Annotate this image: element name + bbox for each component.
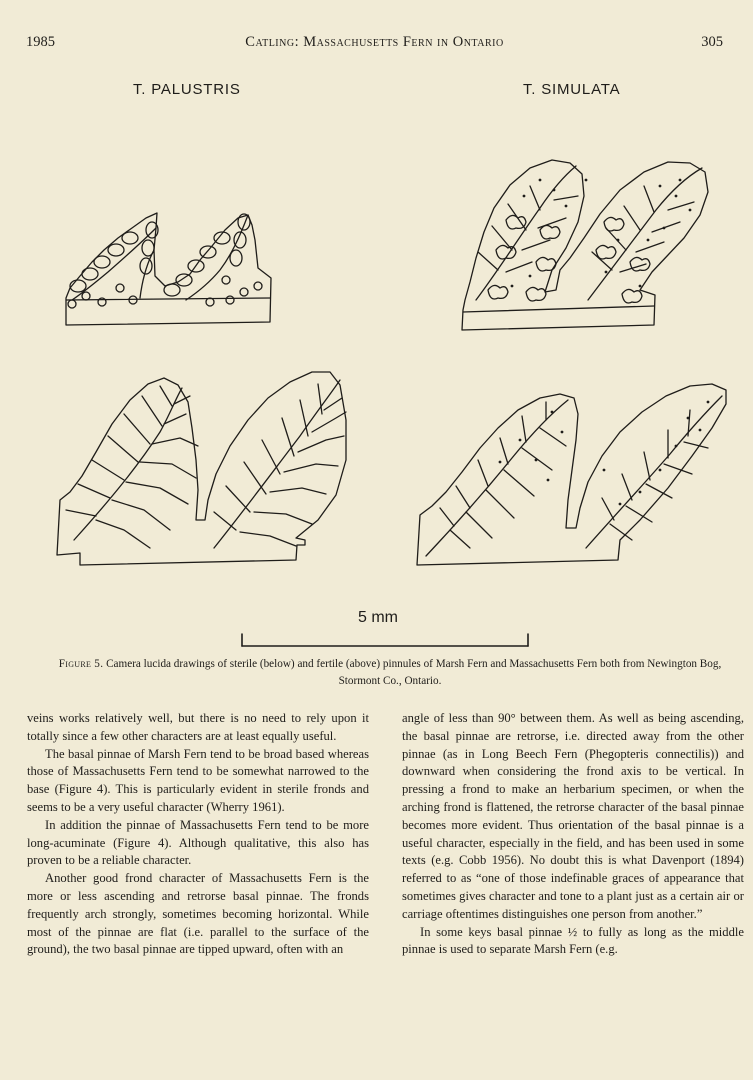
simulata-fertile-pinnule xyxy=(462,160,708,330)
paragraph: angle of less than 90° between them. As well as being ascending, the basal pinnae are retrorse, i.e. directed away from the other pinnae (as in Long Beech Fern (Phegopteris connectilis)) and downward when considering the frond axis to be vertical. In pressing a frond to make an herbarium specimen, or when the arching frond is flattened, the retrorse character of the basal pinnae becomes more evident. Thus orientation of the basal pinnae is a useful character, especially in the field, and has been used in some texts (e.g. Cobb 1956). No doubt this is what Davenport (1894) referred to as “one of those indefinable graces of appearance that sometimes gives character and tone to a plant just as a certain air or carriage oftentimes distinguishes one person from another.” xyxy=(402,711,744,921)
header-title: Catling: Massachusetts Fern in Ontario xyxy=(245,34,504,50)
figure-caption xyxy=(50,656,730,690)
header-year: 1985 xyxy=(26,34,55,50)
figure-label-palustris: T. PALUSTRIS xyxy=(133,81,241,98)
palustris-fertile-pinnule xyxy=(66,213,271,325)
paragraph: The basal pinnae of Marsh Fern tend to be broad based whereas those of Massachusetts Fern tend to be somewhat narrowed to the base (Figure 4). This is particularly evident in sterile fronds and seems to be a very useful character (Wherry 1961). xyxy=(27,746,369,814)
paragraph: Another good frond character of Massachusetts Fern is the more or less ascending and retrorse basal pinnae. The fronds frequently arch strongly, sometimes becoming horizontal. While most of the pinnae are flat (i.e. parallel to the surface of the ground), the two basal pinnae are tipped upward, often with an xyxy=(27,871,369,957)
paragraph: In addition the pinnae of Massachusetts Fern tend to be more long-acuminate (Figure 4). Although qualitative, this also has proven to be a reliable character. xyxy=(27,817,369,868)
sori-palustris xyxy=(68,214,262,308)
page-number: 305 xyxy=(701,34,723,50)
simulata-sterile-pinnule xyxy=(417,384,726,565)
caption-text: Camera lucida drawings of sterile (below) and fertile (above) pinnules of Marsh Fern and Massachusetts Fern both from Newington Bog, Stormont Co., Ontario. xyxy=(106,658,722,687)
paragraph: veins works relatively well, but there is no need to rely upon it totally since a few other characters are at least equally useful. xyxy=(27,711,369,743)
scale-bar-label: 5 mm xyxy=(358,609,398,626)
paragraph: In some keys basal pinnae ½ to fully as long as the middle pinnae is used to separate Marsh Fern (e.g. xyxy=(402,924,744,957)
figure-label-simulata: T. SIMULATA xyxy=(523,81,621,98)
body-column-left xyxy=(27,710,369,959)
spore-dots-simulata xyxy=(511,179,692,288)
figure-number: Figure 5. xyxy=(58,658,104,670)
palustris-sterile-pinnule xyxy=(57,372,346,565)
scale-bar xyxy=(242,634,528,646)
body-column-right xyxy=(402,710,744,959)
